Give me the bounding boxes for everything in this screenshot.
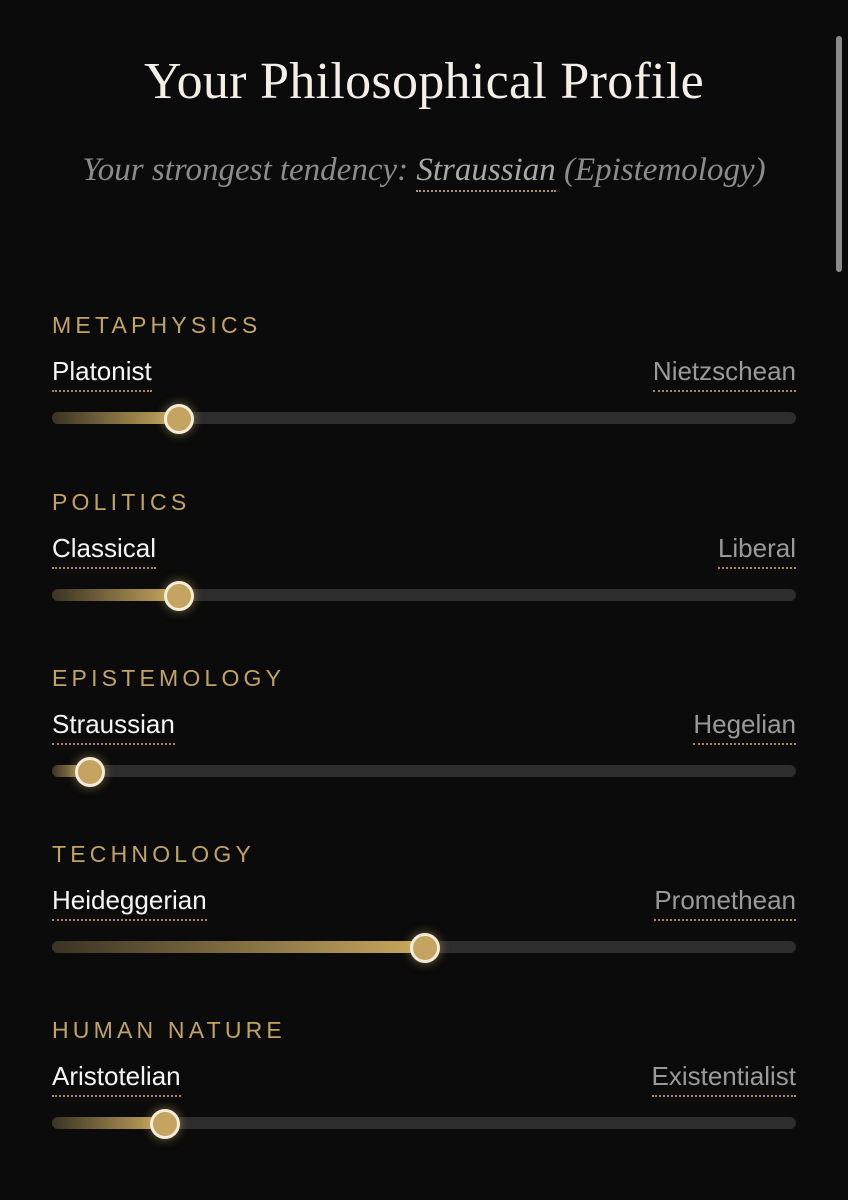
slider-fill	[52, 412, 178, 424]
slider-thumb[interactable]	[164, 581, 194, 611]
subtitle-prefix: Your strongest tendency:	[82, 152, 417, 188]
pole-right-label[interactable]: Hegelian	[693, 709, 796, 745]
section-metaphysics	[52, 312, 796, 386]
section-label: HUMAN NATURE	[52, 1017, 286, 1043]
strongest-tendency-link[interactable]: Straussian	[416, 152, 555, 192]
pole-row	[52, 356, 796, 392]
pole-right-label[interactable]: Promethean	[654, 885, 796, 921]
politics-slider-track[interactable]	[52, 589, 796, 601]
section-epistemology	[52, 665, 796, 739]
pole-right-label[interactable]: Nietzschean	[653, 356, 796, 392]
pole-row	[52, 1061, 796, 1097]
slider-fill	[52, 1117, 164, 1129]
section-human-nature	[52, 1017, 796, 1091]
section-politics	[52, 489, 796, 563]
section-label: EPISTEMOLOGY	[52, 665, 286, 691]
slider-thumb[interactable]	[164, 404, 194, 434]
pole-row	[52, 533, 796, 569]
pole-row	[52, 885, 796, 921]
section-technology	[52, 841, 796, 915]
slider-thumb[interactable]	[75, 757, 105, 787]
pole-right-label[interactable]: Liberal	[718, 533, 796, 569]
slider-thumb[interactable]	[150, 1109, 180, 1139]
slider-fill	[52, 589, 178, 601]
pole-right-label[interactable]: Existentialist	[652, 1061, 797, 1097]
section-label: POLITICS	[52, 489, 191, 515]
pole-left-label[interactable]: Heideggerian	[52, 885, 207, 921]
pole-left-label[interactable]: Straussian	[52, 709, 175, 745]
page-title: Your Philosophical Profile	[143, 53, 705, 110]
metaphysics-slider-track[interactable]	[52, 412, 796, 424]
epistemology-slider-track[interactable]	[52, 765, 796, 777]
human-nature-slider-track[interactable]	[52, 1117, 796, 1129]
strongest-tendency-subtitle	[0, 152, 848, 189]
section-label: TECHNOLOGY	[52, 841, 256, 867]
slider-fill	[52, 941, 424, 953]
pole-row	[52, 709, 796, 745]
technology-slider-track[interactable]	[52, 941, 796, 953]
pole-left-label[interactable]: Classical	[52, 533, 156, 569]
section-label: METAPHYSICS	[52, 312, 262, 338]
slider-thumb[interactable]	[410, 933, 440, 963]
subtitle-suffix: (Epistemology)	[555, 152, 766, 188]
pole-left-label[interactable]: Platonist	[52, 356, 152, 392]
pole-left-label[interactable]: Aristotelian	[52, 1061, 181, 1097]
